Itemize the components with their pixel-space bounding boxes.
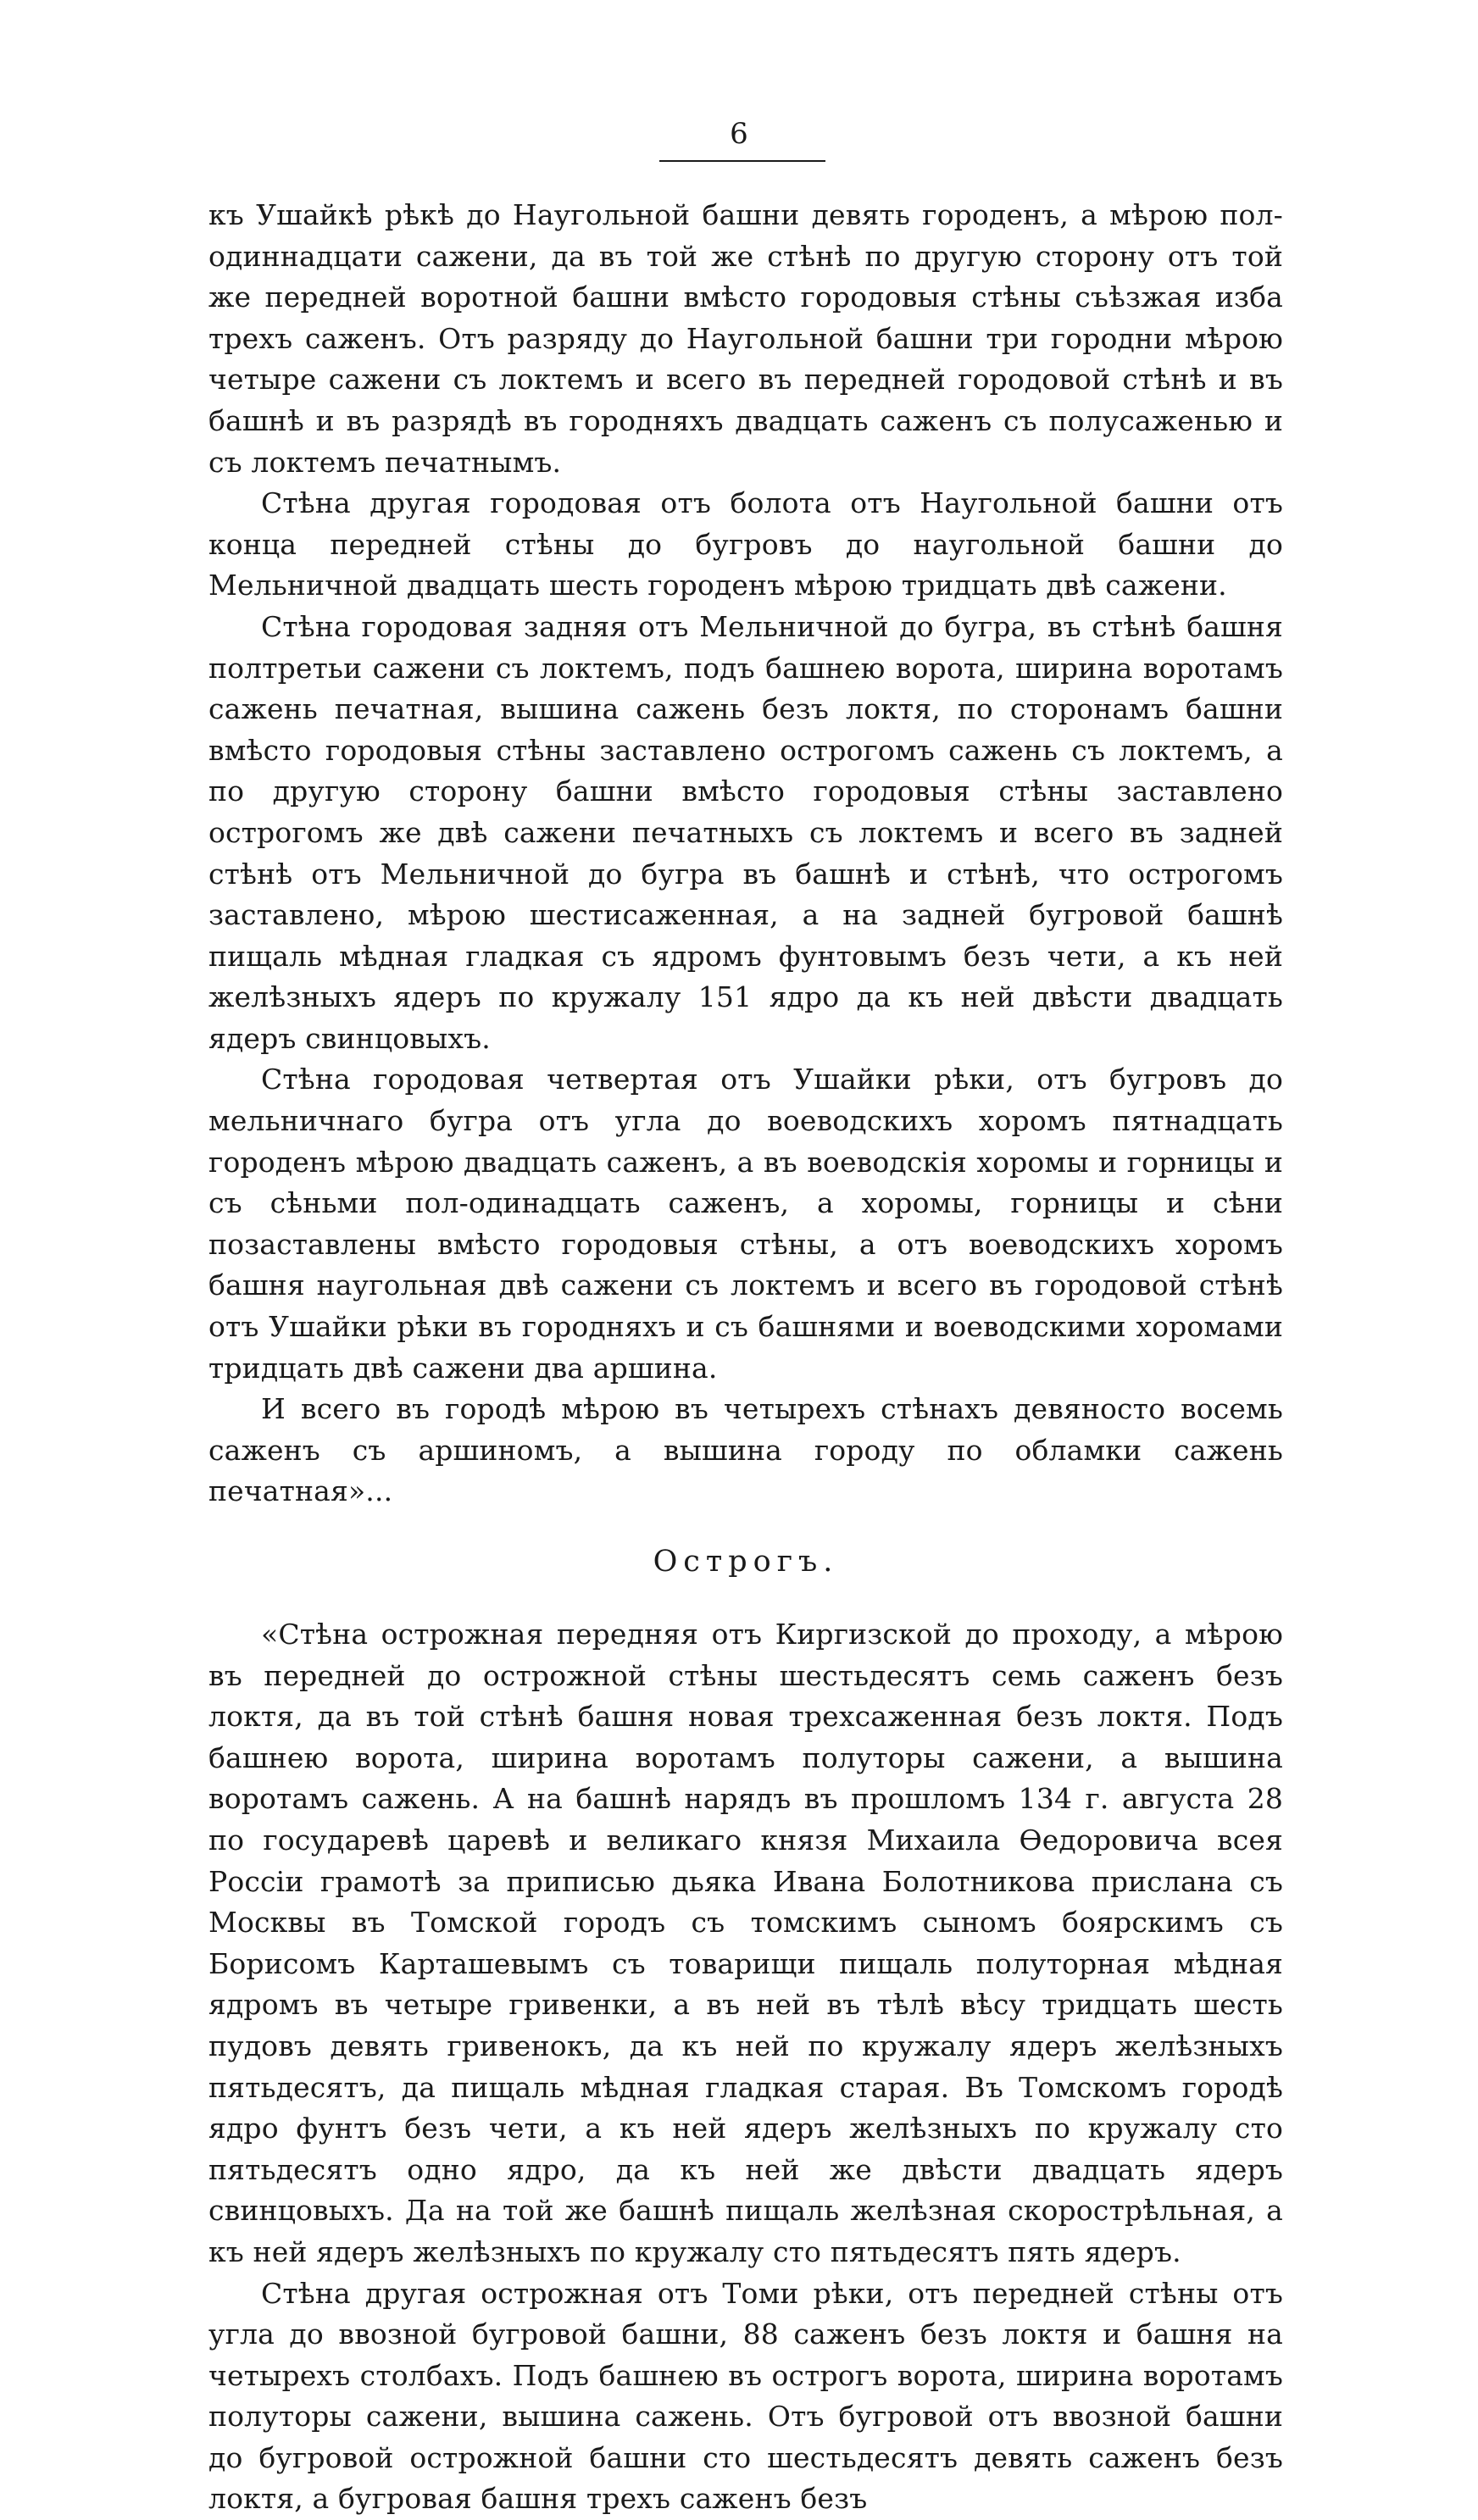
paragraph-7: Стѣна другая острожная отъ Томи рѣки, отъ передней стѣны отъ угла до ввозной бугровой башни, 88 саженъ безъ локтя и башня на четырехъ столбахъ. Подъ башнею въ острогъ ворота, ширина воротамъ полуторы сажени, вышина сажень. Отъ бугровой отъ ввозной башни до бугровой острожной башни сто шестьдесятъ девять саженъ безъ локтя, а бугровая башня трехъ саженъ безъ [208, 2273, 1283, 2520]
paragraph-5: И всего въ городѣ мѣрою въ четырехъ стѣнахъ девяносто восемь саженъ съ аршиномъ, а вышина городу по обламки сажень печатная»... [208, 1389, 1283, 1513]
page-number: 6 [0, 117, 1478, 151]
paragraph-2: Стѣна другая городовая отъ болота отъ Наугольной башни отъ конца передней стѣны до бугровъ до наугольной башни до Мельничной двадцать шесть городенъ мѣрою тридцать двѣ сажени. [208, 483, 1283, 607]
paragraph-3: Стѣна городовая задняя отъ Мельничной до бугра, въ стѣнѣ башня полтретьи сажени съ локтемъ, подъ башнею ворота, ширина воротамъ сажень печатная, вышина сажень безъ локтя, по сторонамъ башни вмѣсто городовыя стѣны заставлено острогомъ сажень съ локтемъ, а по другую сторону башни вмѣсто городовыя стѣны заставлено острогомъ же двѣ сажени печатныхъ съ локтемъ и всего въ задней стѣнѣ отъ Мельничной до бугра въ башнѣ и стѣнѣ, что острогомъ заставлено, мѣрою шестисаженная, а на задней бугровой башнѣ пищаль мѣдная гладкая съ ядромъ фунтовымъ безъ чети, а къ ней желѣзныхъ ядеръ по кружалу 151 ядро да къ ней двѣсти двадцать ядеръ свинцовыхъ. [208, 607, 1283, 1060]
text-column [208, 195, 1283, 2520]
section-heading: Острогъ. [208, 1541, 1283, 1582]
paragraph-1: къ Ушайкѣ рѣкѣ до Наугольной башни девять городенъ, а мѣрою пол-одиннадцати сажени, да въ той же стѣнѣ по другую сторону отъ той же передней воротной башни вмѣсто городовыя стѣны съѣзжая изба трехъ саженъ. Отъ разряду до Наугольной башни три городни мѣрою четыре сажени съ локтемъ и всего въ передней городовой стѣнѣ и въ башнѣ и въ разрядѣ въ городняхъ двадцать саженъ съ полусаженью и съ локтемъ печатнымъ. [208, 195, 1283, 483]
page-number-rule [659, 160, 825, 162]
paragraph-4: Стѣна городовая четвертая отъ Ушайки рѣки, отъ бугровъ до мельничнаго бугра отъ угла до воеводскихъ хоромъ пятнадцать городенъ мѣрою двадцать саженъ, а въ воеводскія хоромы и горницы и съ сѣньми пол-одинадцать саженъ, а хоромы, горницы и сѣни позаставлены вмѣсто городовыя стѣны, а отъ воеводскихъ хоромъ башня наугольная двѣ сажени съ локтемъ и всего въ городовой стѣнѣ отъ Ушайки рѣки въ городняхъ и съ башнями и воеводскими хоромами тридцать двѣ сажени два аршина. [208, 1059, 1283, 1389]
paragraph-6: «Стѣна острожная передняя отъ Киргизской до проходу, а мѣрою въ передней до острожной стѣны шестьдесятъ семь саженъ безъ локтя, да въ той стѣнѣ башня новая трехсаженная безъ локтя. Подъ башнею ворота, ширина воротамъ полуторы сажени, а вышина воротамъ сажень. А на башнѣ нарядъ въ прошломъ 134 г. августа 28 по государевѣ царевѣ и великаго князя Михаила Ѳедоровича всея Россіи грамотѣ за приписью дьяка Ивана Болотникова прислана съ Москвы въ Томской городъ съ томскимъ сыномъ боярскимъ съ Борисомъ Карташевымъ съ товарищи пищаль полуторная мѣдная ядромъ въ четыре гривенки, а въ ней въ тѣлѣ вѣсу тридцать шесть пудовъ девять гривенокъ, да къ ней по кружалу ядеръ желѣзныхъ пятьдесятъ, да пищаль мѣдная гладкая старая. Въ Томскомъ городѣ ядро фунтъ безъ чети, а къ ней ядеръ желѣзныхъ по кружалу сто пятьдесятъ одно ядро, да къ ней же двѣсти двадцать ядеръ свинцовыхъ. Да на той же башнѣ пищаль желѣзная скорострѣльная, а къ ней ядеръ желѣзныхъ по кружалу сто пятьдесятъ пять ядеръ. [208, 1614, 1283, 2273]
